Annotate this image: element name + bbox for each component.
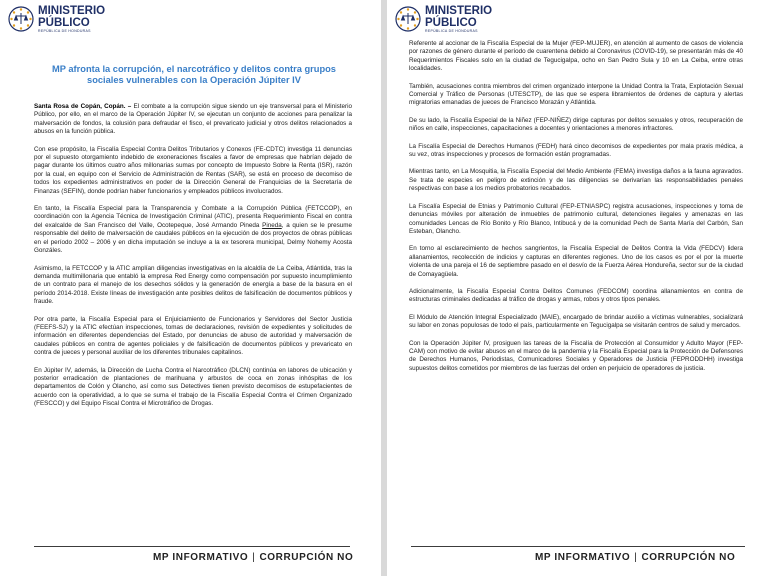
paragraph: Por otra parte, la Fiscalía Especial para el Enjuiciamiento de Funcionarios y Servidores del Sector Justicia (FEEFS-SJ) y la ATIC efectúan inspecciones, tomas de declaraciones, revisión de expedientes y solicitudes de información en diferentes dependencias del Estado, por denuncias de abuso de autoridad y malversación de caudales públicos en contra de agentes policiales y de falsificación de documentos públicos y prevaricato en contra de jueces y personal auxiliar de los diferentes tribunales capitalinos.	[34, 315, 352, 357]
footer-divider	[34, 546, 350, 547]
ministerio-publico-logo	[395, 6, 492, 34]
footer-left-text: MP INFORMATIVO	[535, 552, 631, 563]
paragraph: Adicionalmente, la Fiscalía Especial Contra Delitos Comunes (FEDCOM) coordina allanamientos en contra de estructuras criminales dedicadas al tráfico de drogas y armas, robos y otros tipos penales.	[409, 287, 743, 304]
paragraph-text: En tanto, la Fiscalía Especial para la Transparencia y Combate a la Corrupción Pública (FETCCOP), en coordinación con la Agencia Técnica de Investigación Criminal (ATIC), presenta Requerimiento Fiscal en contra del exalcalde de San Francisco del Valle, Ocotepeque, José Armando Pineda	[34, 205, 352, 229]
paragraph: La Fiscalía Especial de Derechos Humanos (FEDH) hará cinco decomisos de expedientes por mala praxis médica, a su vez, otras inspecciones y procesos de formación están programadas.	[409, 142, 743, 159]
page-right	[387, 0, 768, 576]
brand-name-line2: PÚBLICO	[425, 16, 477, 29]
footer-left-text: MP INFORMATIVO	[153, 552, 249, 563]
page-left	[0, 0, 381, 576]
ministerio-publico-logo	[8, 6, 105, 34]
paragraph	[34, 205, 352, 255]
footer-divider	[411, 546, 745, 547]
ministerio-publico-emblem-icon	[8, 6, 34, 32]
paragraph: El Módulo de Atención Integral Especializado (MAIE), encargado de brindar auxilio a víctimas vulnerables, socializará su labor en zonas populosas de todo el país, particularmente en Tegucigalpa se visitarán centros de salud y mercados.	[409, 313, 743, 330]
brand-subtitle: REPÚBLICA DE HONDURAS	[425, 29, 478, 33]
paragraph-text: El combate a la corrupción sigue siendo un eje transversal para el Ministerio Público, por ello, en el marco de la Operación Júpiter IV, se ejecutan un conjunto de acciones para penalizar la malversación de fondos, la colusión para defraudar el fisco, el prevaricato judicial y otros delitos relacionados a abusos en la función pública.	[34, 103, 352, 136]
paragraph-text: , a quien se le presume responsable del delito de malversación de caudales públicos en la ejecución de dos proyectos de obras públicas en el período 2002 – 2006 y en dicha imputación se incluye a la ex tesorera municipal, Delmy Nohemy Acosta Gonzáles.	[34, 221, 352, 255]
underlined-text: Pineda	[262, 221, 282, 229]
dateline: Santa Rosa de Copán, Copán. –	[34, 103, 132, 110]
footer	[153, 552, 353, 563]
footer-separator: |	[634, 552, 638, 563]
ministerio-publico-emblem-icon	[395, 6, 421, 32]
paragraph: Mientras tanto, en La Mosquitia, la Fiscalía Especial del Medio Ambiente (FEMA) investiga daños a la fauna agravados. Se trata de especies en peligro de extinción y de las diligencias se derivarían las responsabilidades penales respectivas con base a los medios probatorios recabados.	[409, 168, 743, 193]
paragraph: Con la Operación Júpiter IV, prosiguen las tareas de la Fiscalía de Protección al Consumidor y Adulto Mayor (FEP-CAM) con motivo de evitar abusos en el marco de la pandemia y la Fiscalía Especial para la Protección de Defensores de Derechos Humanos, Periodistas, Comunicadores Sociales y Operadores de Justicia (FEPRODDHH) investiga supuestos delitos cometidos por miembros de las fuerzas del orden en perjuicio de operadores de justicia.	[409, 339, 743, 372]
paragraph: También, acusaciones contra miembros del crimen organizado interpone la Unidad Contra la Trata, Explotación Sexual Comercial y Tráfico de Personas (UTESCTP), de las que se espera libramientos de órdenes de captura y alertas migratorias emanadas de jueces de Francisco Morazán y Atlántida.	[409, 82, 743, 107]
article-body-left	[34, 103, 352, 418]
brand-name-line1: MINISTERIO	[38, 5, 106, 17]
footer-separator: |	[252, 552, 256, 563]
article-headline: MP afronta la corrupción, el narcotráfico y delitos contra grupos sociales vulnerables con la Operación Júpiter IV	[52, 64, 336, 85]
footer-right-text: CORRUPCIÓN NO	[641, 552, 736, 563]
paragraph: Referente al accionar de la Fiscalía Especial de la Mujer (FEP-MUJER), en atención al aumento de casos de violencia por razones de género durante el período de cuarentena debido al Coronavirus (COVID-19), se presentarán más de 40 Requerimientos Fiscales solo en la ciudad de Tegucigalpa, ocho en San Pedro Sula y 10 en La Ceiba, entre otras localidades.	[409, 40, 743, 73]
article-body-right	[409, 40, 743, 382]
paragraph: De su lado, la Fiscalía Especial de la Niñez (FEP-NIÑEZ) dirige capturas por delitos sexuales y otros, recuperación de niños en calle, inspecciones, capacitaciones a docentes y orientaciones a menores infractores.	[409, 116, 743, 133]
brand-name-line1: MINISTERIO	[425, 5, 493, 17]
brand-subtitle: REPÚBLICA DE HONDURAS	[38, 29, 91, 33]
paragraph: La Fiscalía Especial de Etnias y Patrimonio Cultural (FEP-ETNIASPC) registra acusaciones, inspecciones y toma de denuncias móviles por alteración de inmuebles de patrimonio cultural, detenciones ilegales y amenazas en las comunidades Lencas de Río Bonito y Río Blanco, Intibucá y de la comunidad Pech de Santa María del Carbón, San Esteban, Olancho.	[409, 202, 743, 235]
paragraph: Con ese propósito, la Fiscalía Especial Contra Delitos Tributarios y Conexos (FE-CDTC) investiga 11 denuncias por el supuesto otorgamiento indebido de exoneraciones fiscales a favor de empresas que habrían dejado de pagar durante los últimos cuatro años millonarias sumas por concepto de Impuesto Sobre la Renta (ISR), razón por la cual, en equipo con el Servicio de Administración de Rentas (SAR), se está en proceso de decomiso de todos los expedientes administrativos en poder de la Dirección General de Franquicias de la Secretaría de Finanzas (SEFIN), donde podrían haber funcionarios y empleados públicos involucrados.	[34, 145, 352, 195]
paragraph: En Júpiter IV, además, la Dirección de Lucha Contra el Narcotráfico (DLCN) continúa en labores de ubicación y posterior erradicación de plantaciones de marihuana y arbustos de coca en zonas inhóspitas de los departamentos de Colón y Olancho, así como sus Detectives tienen previsto decomisos de estupefacientes de acuerdo con la operatividad, a lo que se suma el trabajo de la Fiscalía Especial Contra el Crimen Organizado (FESCCO) y del Equipo Fiscal Contra el Microtráfico de Drogas.	[34, 366, 352, 408]
paragraph	[34, 103, 352, 137]
brand-name-line2: PÚBLICO	[38, 16, 90, 29]
footer-right-text: CORRUPCIÓN NO	[259, 552, 354, 563]
paragraph: Asimismo, la FETCCOP y la ATIC amplían diligencias investigativas en la alcaldía de La Ceiba, Atlántida, tras la demanda multimillonaria que entabló la empresa Red Energy como compensación por supuesto incumplimiento de un contrato para el manejo de los desechos sólidos y la generación de energía a base de la basura en el período 2014-2018. Existe líneas de investigación ante posibles delitos de falsificación de documentos públicos y fraude.	[34, 264, 352, 306]
footer	[535, 552, 735, 563]
paragraph: En torno al esclarecimiento de hechos sangrientos, la Fiscalía Especial de Delitos Contra la Vida (FEDCV) lidera allanamientos, recolección de indicios y capturas en diferentes regiones. Uno de los casos es por el por la muerte violenta de una pareja el 16 de septiembre pasado en el desvío de la Fuerza Aérea Hondureña, sector sur de la ciudad de Comayagüela.	[409, 245, 743, 278]
